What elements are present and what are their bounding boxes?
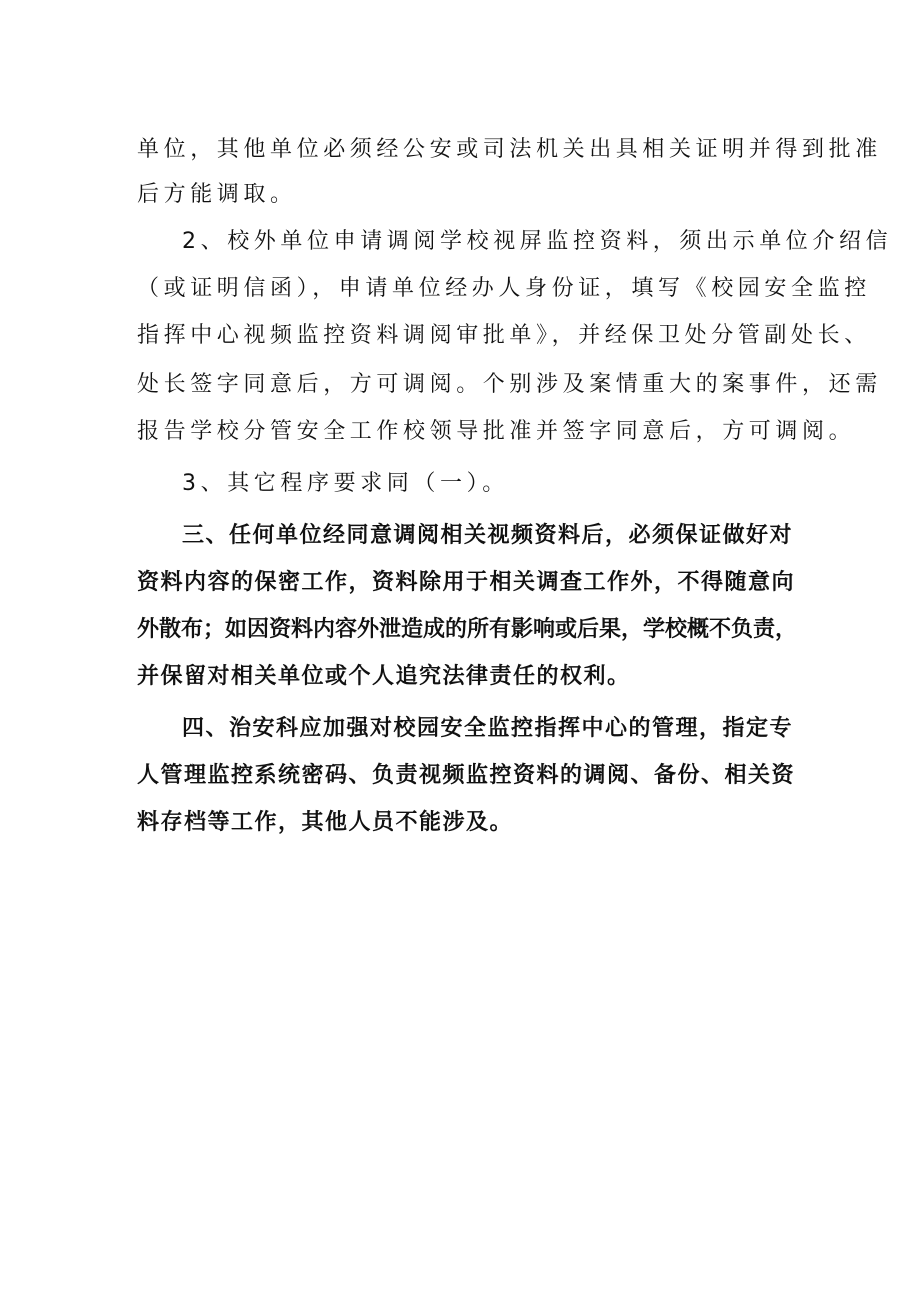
text-line: 资料内容的保密工作，资料除用于相关调查工作外，不得随意向 [137,570,796,595]
text-line: 指挥中心视频监控资料调阅审批单》，并经保卫处分管副处长、 [137,323,871,348]
text-line: 并保留对相关单位或个人追究法律责任的权利。 [137,664,631,689]
text-line: 3、其它程序要求同（一）。 [182,471,509,496]
text-line: （或证明信函），申请单位经办人身份证，填写《校园安全监控 [137,276,871,301]
text-line: 料存档等工作，其他人员不能涉及。 [137,810,514,835]
text-line: 人管理监控系统密码、负责视频监控资料的调阅、备份、相关资 [137,763,796,788]
text-line: 后方能调取。 [137,182,297,207]
text-line: 单位，其他单位必须经公安或司法机关出具相关证明并得到批准 [137,137,882,162]
text-line: 外散布；如因资料内容外泄造成的所有影响或后果，学校概不负责， [137,617,798,642]
text-line: 报告学校分管安全工作校领导批准并签字同意后，方可调阅。 [137,419,856,444]
text-line: 四、治安科应加强对校园安全监控指挥中心的管理，指定专 [182,716,794,741]
text-line: 2、校外单位申请调阅学校视屏监控资料，须出示单位介绍信 [182,229,893,254]
text-line: 三、任何单位经同意调阅相关视频资料后，必须保证做好对 [182,523,794,548]
text-line: 处长签字同意后，方可调阅。个别涉及案情重大的案事件，还需 [137,372,882,397]
